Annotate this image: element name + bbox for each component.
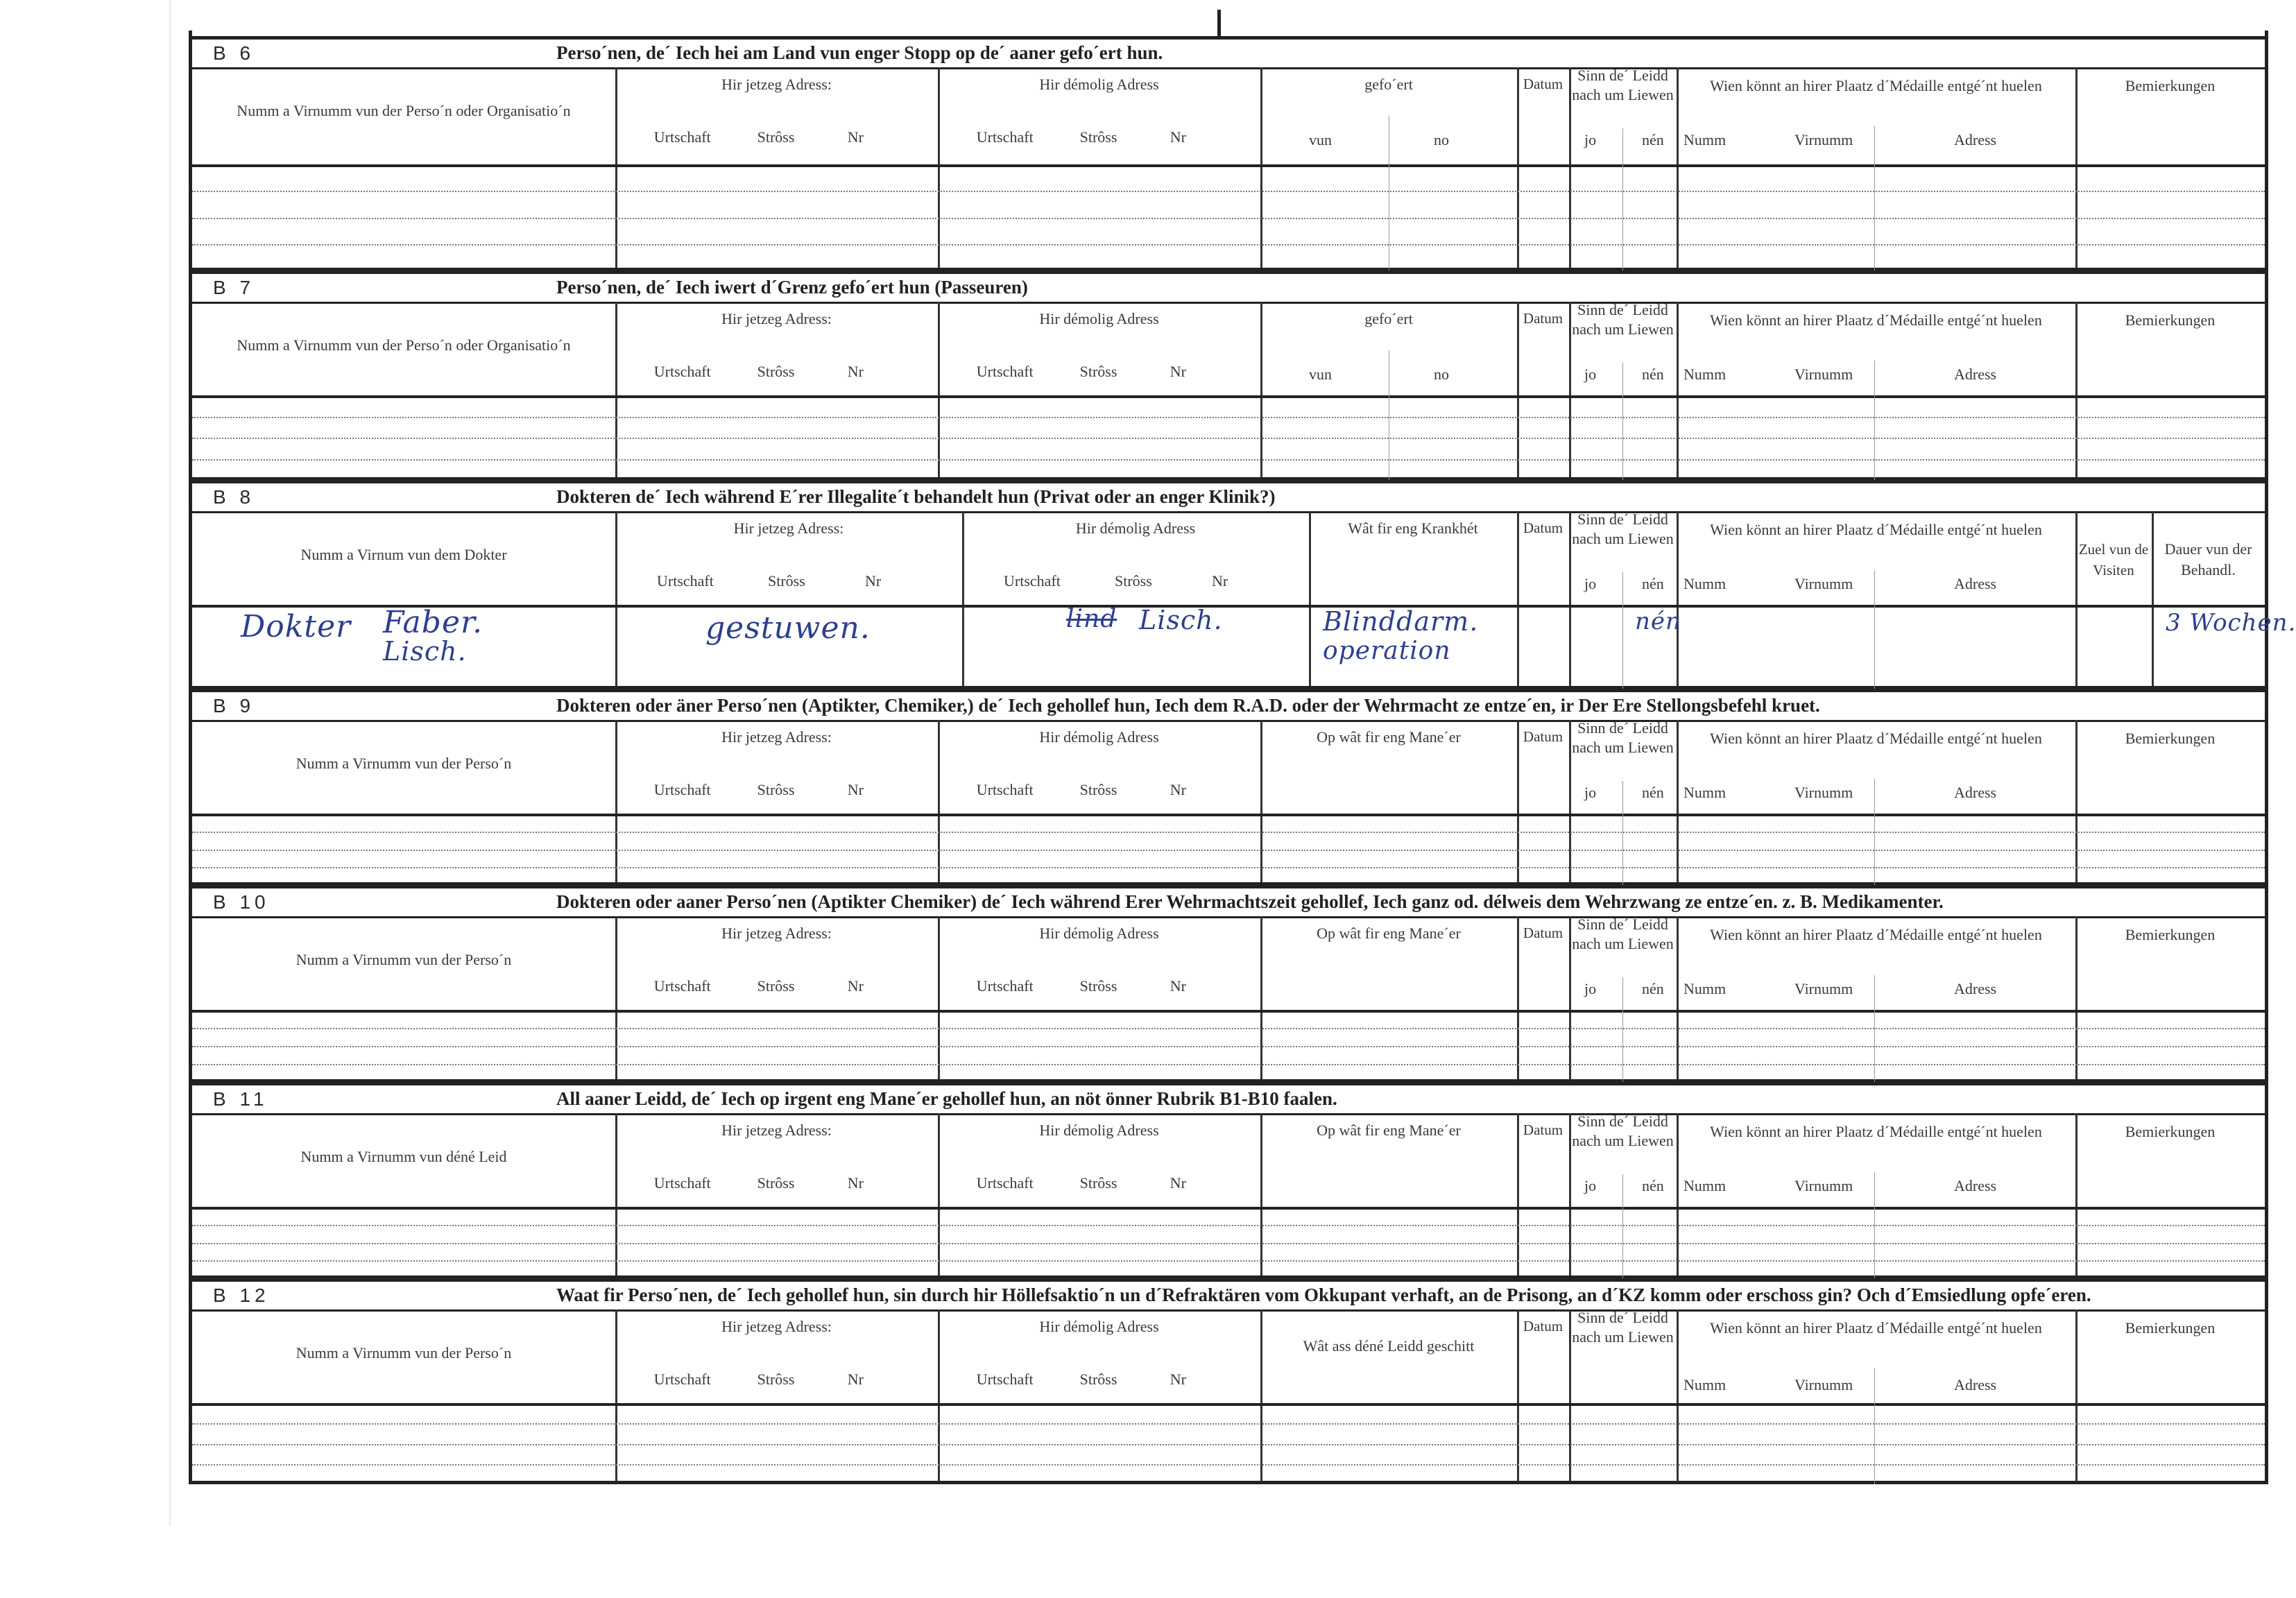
alive-sub-0: jo [1584, 131, 1597, 148]
column-three-label: gefo´ert [1364, 76, 1413, 93]
column-three-label: Op wât fir eng Mane´er [1317, 1122, 1461, 1139]
handwritten-duration: 3 Wochen. [2166, 609, 2296, 637]
column-divider [1677, 1309, 1679, 1484]
column-divider [1677, 511, 1679, 689]
handwritten-illness: Blinddarm. [1323, 606, 1479, 637]
entry-line [192, 1064, 2265, 1065]
section-code: B 11 [213, 1088, 268, 1110]
current-address-sub-0: Urtschaft [653, 781, 711, 798]
section-header [192, 270, 2265, 304]
medal-split [1874, 975, 1875, 1082]
alive-split [1622, 977, 1623, 1082]
current-address-sub-0: Urtschaft [653, 363, 711, 380]
entry-line [192, 850, 2265, 851]
alive-label: Sinn de´ Leidd nach um Liewen [1572, 916, 1674, 952]
column-three-label: Wât ass déné Leidd geschitt [1303, 1337, 1475, 1355]
remarks-label: Bemierkungen [2125, 311, 2216, 329]
column-divider [1309, 511, 1311, 689]
alive-sub-1: nén [1642, 784, 1664, 801]
alive-label: Sinn de´ Leidd nach um Liewen [1572, 719, 1674, 756]
previous-address-label: Hir démolig Adress [1039, 310, 1159, 327]
current-address-sub-1: Strôss [757, 1174, 795, 1192]
entry-line [192, 191, 2265, 192]
column-divider [1260, 67, 1262, 270]
alive-split [1622, 572, 1623, 689]
entry-line [192, 867, 2265, 868]
medal-split [1874, 361, 1875, 480]
entry-line [192, 218, 2265, 219]
medal-recipient-label: Wien könnt an hirer Plaatz d´Médaille entgé´nt huelen [1710, 730, 2042, 747]
entry-line [192, 1225, 2265, 1226]
previous-address-sub-1: Strôss [1079, 1174, 1117, 1192]
medal-split [1874, 570, 1875, 689]
current-address-sub-1: Strôss [757, 1371, 795, 1388]
column-divider [1677, 916, 1679, 1082]
handwritten-doctor-surname: Faber. [383, 605, 483, 640]
current-address-label: Hir jetzeg Adress: [721, 76, 832, 93]
entry-line [192, 438, 2265, 439]
header-divider [192, 395, 2265, 398]
previous-address-label: Hir démolig Adress [1075, 519, 1196, 537]
medal-split [1874, 126, 1875, 270]
section-code: B 10 [213, 891, 270, 913]
alive-label: Sinn de´ Leidd nach um Liewen [1572, 510, 1674, 547]
column-divider [615, 67, 617, 270]
section-code: B 6 [213, 42, 255, 64]
column-divider [1677, 67, 1679, 270]
entry-line [192, 417, 2265, 418]
handwritten-current-address: gestuwen. [705, 610, 871, 646]
column-divider [1517, 67, 1519, 270]
handwritten-doctor-title: Dokter [241, 609, 352, 644]
medal-sub-1: Virnumm [1794, 784, 1853, 801]
section-code: B 9 [213, 695, 255, 716]
column-divider [1677, 720, 1679, 885]
previous-address-label: Hir démolig Adress [1039, 728, 1159, 746]
previous-address-sub-0: Urtschaft [976, 1174, 1034, 1192]
current-address-sub-2: Nr [847, 1371, 864, 1388]
medal-sub-0: Numm [1684, 575, 1727, 592]
header-divider [192, 1403, 2265, 1406]
previous-address-sub-2: Nr [1170, 1371, 1187, 1388]
previous-address-sub-1: Strôss [1079, 781, 1117, 798]
medal-sub-2: Adress [1954, 575, 1997, 592]
column-divider [1517, 511, 1519, 689]
section-b8 [192, 480, 2296, 689]
medal-sub-2: Adress [1954, 1177, 1997, 1194]
column-divider [615, 511, 617, 689]
medal-sub-0: Numm [1684, 784, 1727, 801]
current-address-label: Hir jetzeg Adress: [721, 728, 832, 746]
medal-sub-0: Numm [1684, 1177, 1727, 1194]
alive-sub-1: nén [1642, 131, 1664, 148]
column-divider [1517, 1309, 1519, 1484]
alive-sub-0: jo [1584, 1177, 1597, 1194]
medal-split [1874, 779, 1875, 885]
medal-sub-0: Numm [1684, 980, 1727, 997]
alive-sub-0: jo [1584, 366, 1597, 383]
header-divider [192, 1010, 2265, 1013]
alive-sub-1: nén [1642, 1177, 1664, 1194]
handwritten-doctor-place: Lisch. [383, 636, 467, 667]
name-column-label: Numm a Virnumm vun déné Leid [300, 1148, 507, 1165]
alive-label: Sinn de´ Leidd nach um Liewen [1572, 301, 1674, 338]
entry-line [192, 244, 2265, 246]
name-column-label: Numm a Virnumm vun der Perso´n [295, 755, 512, 772]
alive-split [1622, 363, 1623, 480]
header-divider [192, 1207, 2265, 1210]
section-code: B 8 [213, 486, 255, 508]
current-address-sub-2: Nr [847, 128, 864, 146]
handwritten-illness-2: operation [1323, 637, 1451, 665]
handwritten-previous-address: Lisch. [1139, 605, 1223, 635]
current-address-sub-2: Nr [847, 1174, 864, 1192]
medal-recipient-label: Wien könnt an hirer Plaatz d´Médaille entgé´nt huelen [1710, 1123, 2042, 1140]
column-three-label: Op wât fir eng Mane´er [1317, 728, 1461, 746]
column-divider [1260, 1309, 1262, 1484]
section-b11 [192, 1082, 2265, 1278]
alive-sub-1: nén [1642, 366, 1664, 383]
current-address-sub-1: Strôss [757, 128, 795, 146]
column-three-label: Op wât fir eng Mane´er [1317, 925, 1461, 942]
column-three-label: Wât fir eng Krankhét [1348, 519, 1478, 537]
name-column-label: Numm a Virnumm vun der Perso´n [295, 1344, 512, 1361]
previous-address-sub-2: Nr [1170, 977, 1187, 995]
previous-address-sub-1: Strôss [1079, 1371, 1117, 1388]
section-header [192, 480, 2265, 513]
medal-sub-1: Virnumm [1794, 575, 1853, 592]
medal-sub-2: Adress [1954, 366, 1997, 383]
alive-split [1622, 781, 1623, 885]
entry-line [192, 459, 2265, 461]
datum-label: Datum [1523, 519, 1563, 536]
medal-split [1874, 1172, 1875, 1278]
medal-sub-2: Adress [1954, 1376, 1997, 1393]
previous-address-sub-0: Urtschaft [976, 363, 1034, 380]
column-divider [962, 511, 964, 689]
previous-address-sub-2: Nr [1170, 781, 1187, 798]
previous-address-sub-0: Urtschaft [976, 128, 1034, 146]
alive-label: Sinn de´ Leidd nach um Liewen [1572, 67, 1674, 103]
section-title: Perso´nen, de´ Iech iwert d´Grenz gefo´ert hun (Passeuren) [556, 277, 1028, 298]
current-address-label: Hir jetzeg Adress: [733, 519, 844, 537]
previous-address-sub-1: Strôss [1079, 128, 1117, 146]
alive-sub-0: jo [1584, 784, 1597, 801]
column-divider [1517, 302, 1519, 480]
previous-address-sub-2: Nr [1170, 128, 1187, 146]
section-title: Waat fir Perso´nen, de´ Iech gehollef hun, sin durch hir Höllefsaktio´n un d´Refraktären vom Okkupant verhaft, an de Prisong, an d´KZ komm oder erschoss gin? Och d´Emsiedlung opfe´eren. [556, 1285, 2091, 1305]
remarks-label: Bemierkungen [2125, 730, 2216, 747]
section-header [192, 689, 2265, 722]
column-divider [1260, 302, 1262, 480]
medal-sub-2: Adress [1954, 784, 1997, 801]
header-divider [192, 605, 2265, 608]
column-divider [1677, 302, 1679, 480]
medal-sub-0: Numm [1684, 366, 1727, 383]
column-divider [2152, 511, 2154, 689]
medal-recipient-label: Wien könnt an hirer Plaatz d´Médaille entgé´nt huelen [1710, 521, 2042, 538]
name-column-label: Numm a Virnum vun dem Dokter [300, 546, 507, 563]
column-divider [2075, 67, 2077, 270]
entry-line [192, 1444, 2265, 1445]
medal-sub-1: Virnumm [1794, 980, 1853, 997]
section-title: Dokteren oder aaner Perso´nen (Aptikter Chemiker) de´ Iech während Erer Wehrmachtszeit gehollef, Iech ganz od. délweis dem Wehrzwang ze entze´en. z. B. Medikamenter. [556, 891, 1944, 912]
current-address-sub-2: Nr [847, 363, 864, 380]
column-divider [938, 67, 940, 270]
entry-line [192, 832, 2265, 833]
medal-sub-1: Virnumm [1794, 1376, 1853, 1393]
previous-address-sub-2: Nr [1170, 363, 1187, 380]
handwritten-alive-nen: nén [1635, 608, 1681, 635]
datum-label: Datum [1523, 925, 1563, 941]
remarks-label: Bemierkungen [2125, 1123, 2216, 1140]
medal-sub-1: Virnumm [1794, 131, 1853, 148]
current-address-sub-0: Urtschaft [657, 572, 714, 590]
alive-split [1622, 1174, 1623, 1278]
medal-recipient-label: Wien könnt an hirer Plaatz d´Médaille entgé´nt huelen [1710, 1319, 2042, 1337]
alive-sub-0: jo [1584, 575, 1597, 592]
datum-label: Datum [1523, 76, 1563, 92]
section-title: Dokteren oder äner Perso´nen (Aptikter, Chemiker,) de´ Iech gehollef hun, Iech dem R.A.D. oder der Wehrmacht ze entze´en, ir Der Ere Stellongsbefehl kruet. [556, 695, 1820, 716]
current-address-sub-0: Urtschaft [653, 1371, 711, 1388]
alive-label: Sinn de´ Leidd nach um Liewen [1572, 1309, 1674, 1346]
section-header [192, 1082, 2265, 1115]
entry-line [192, 1046, 2265, 1047]
previous-address-label: Hir démolig Adress [1039, 76, 1159, 93]
medal-sub-1: Virnumm [1794, 366, 1853, 383]
handwritten-previous-address-struck: lind [1066, 605, 1117, 633]
column-three-sub-0: vun [1309, 131, 1332, 148]
section-header [192, 36, 2265, 69]
current-address-label: Hir jetzeg Adress: [721, 310, 832, 327]
medal-sub-0: Numm [1684, 1376, 1727, 1393]
medal-sub-2: Adress [1954, 131, 1997, 148]
column-divider [615, 302, 617, 480]
remarks-label: Bemierkungen [2125, 77, 2216, 94]
section-header [192, 1278, 2265, 1312]
medal-recipient-label: Wien könnt an hirer Plaatz d´Médaille entgé´nt huelen [1710, 311, 2042, 329]
previous-address-sub-1: Strôss [1115, 572, 1152, 590]
medal-recipient-label: Wien könnt an hirer Plaatz d´Médaille entgé´nt huelen [1710, 926, 2042, 943]
entry-line [192, 1243, 2265, 1244]
current-address-sub-2: Nr [847, 781, 864, 798]
current-address-sub-0: Urtschaft [653, 1174, 711, 1192]
column-divider [938, 302, 940, 480]
previous-address-sub-2: Nr [1212, 572, 1228, 590]
name-column-label: Numm a Virnumm vun der Perso´n [295, 951, 512, 968]
current-address-sub-2: Nr [847, 977, 864, 995]
entry-line [192, 1423, 2265, 1425]
column-three-sub-1: no [1434, 366, 1449, 383]
section-title: Perso´nen, de´ Iech hei am Land vun enger Stopp op de´ aaner gefo´ert hun. [556, 42, 1163, 63]
section-code: B 7 [213, 277, 255, 298]
datum-label: Datum [1523, 728, 1563, 745]
previous-address-sub-1: Strôss [1079, 363, 1117, 380]
medal-split [1874, 1368, 1875, 1484]
previous-address-sub-0: Urtschaft [1004, 572, 1061, 590]
header-divider [192, 814, 2265, 816]
duration-label: Dauer vun der Behandl. [2164, 540, 2252, 578]
column-three-sub-0: vun [1309, 366, 1332, 383]
section-header [192, 885, 2265, 918]
column-divider [1677, 1113, 1679, 1278]
entry-line [192, 1260, 2265, 1262]
remarks-label: Bemierkungen [2125, 926, 2216, 943]
alive-split [1622, 128, 1623, 270]
previous-address-sub-0: Urtschaft [976, 781, 1034, 798]
current-address-sub-2: Nr [865, 572, 882, 590]
previous-address-sub-0: Urtschaft [976, 1371, 1034, 1388]
alive-label: Sinn de´ Leidd nach um Liewen [1572, 1112, 1674, 1149]
alive-sub-1: nén [1642, 980, 1664, 997]
previous-address-label: Hir démolig Adress [1039, 1318, 1159, 1335]
datum-label: Datum [1523, 1122, 1563, 1138]
current-address-label: Hir jetzeg Adress: [721, 1122, 832, 1139]
current-address-sub-0: Urtschaft [653, 977, 711, 995]
name-column-label: Numm a Virnumm vun der Perso´n oder Organisatio´n [237, 336, 571, 354]
previous-address-label: Hir démolig Adress [1039, 925, 1159, 942]
medal-sub-0: Numm [1684, 131, 1727, 148]
previous-address-sub-1: Strôss [1079, 977, 1117, 995]
datum-label: Datum [1523, 1318, 1563, 1334]
alive-sub-0: jo [1584, 980, 1597, 997]
section-b7 [192, 270, 2265, 480]
current-address-sub-1: Strôss [757, 363, 795, 380]
current-address-sub-1: Strôss [757, 781, 795, 798]
column-three-label: gefo´ert [1364, 310, 1413, 327]
current-address-sub-1: Strôss [768, 572, 805, 590]
column-three-sub-1: no [1434, 131, 1449, 148]
column-divider [2075, 511, 2077, 689]
medal-recipient-label: Wien könnt an hirer Plaatz d´Médaille entgé´nt huelen [1710, 77, 2042, 94]
section-b9 [192, 689, 2265, 885]
current-address-sub-1: Strôss [757, 977, 795, 995]
name-column-label: Numm a Virnumm vun der Perso´n oder Organisatio´n [237, 102, 571, 119]
section-bottom [192, 1481, 2265, 1484]
entry-line [192, 1028, 2265, 1029]
section-code: B 12 [213, 1285, 270, 1306]
visits-label: Zuel vun de Visiten [2078, 541, 2149, 578]
section-b12 [192, 1278, 2265, 1484]
remarks-label: Bemierkungen [2125, 1319, 2216, 1337]
current-address-sub-0: Urtschaft [653, 128, 711, 146]
section-title: All aaner Leidd, de´ Iech op irgent eng Mane´er gehollef hun, an nöt önner Rubrik B1-B10 faalen. [556, 1088, 1337, 1109]
section-b6 [192, 36, 2265, 270]
medal-sub-2: Adress [1954, 980, 1997, 997]
section-b10 [192, 885, 2265, 1082]
current-address-label: Hir jetzeg Adress: [721, 1318, 832, 1335]
scan-edge [169, 0, 171, 1526]
datum-label: Datum [1523, 310, 1563, 327]
alive-sub-1: nén [1642, 575, 1664, 592]
medal-sub-1: Virnumm [1794, 1177, 1853, 1194]
entry-line [192, 1464, 2265, 1466]
header-divider [192, 164, 2265, 167]
previous-address-label: Hir démolig Adress [1039, 1122, 1159, 1139]
current-address-label: Hir jetzeg Adress: [721, 925, 832, 942]
previous-address-sub-2: Nr [1170, 1174, 1187, 1192]
section-title: Dokteren de´ Iech während E´rer Illegalite´t behandelt hun (Privat oder an enger Klinik?) [556, 486, 1276, 507]
previous-address-sub-0: Urtschaft [976, 977, 1034, 995]
